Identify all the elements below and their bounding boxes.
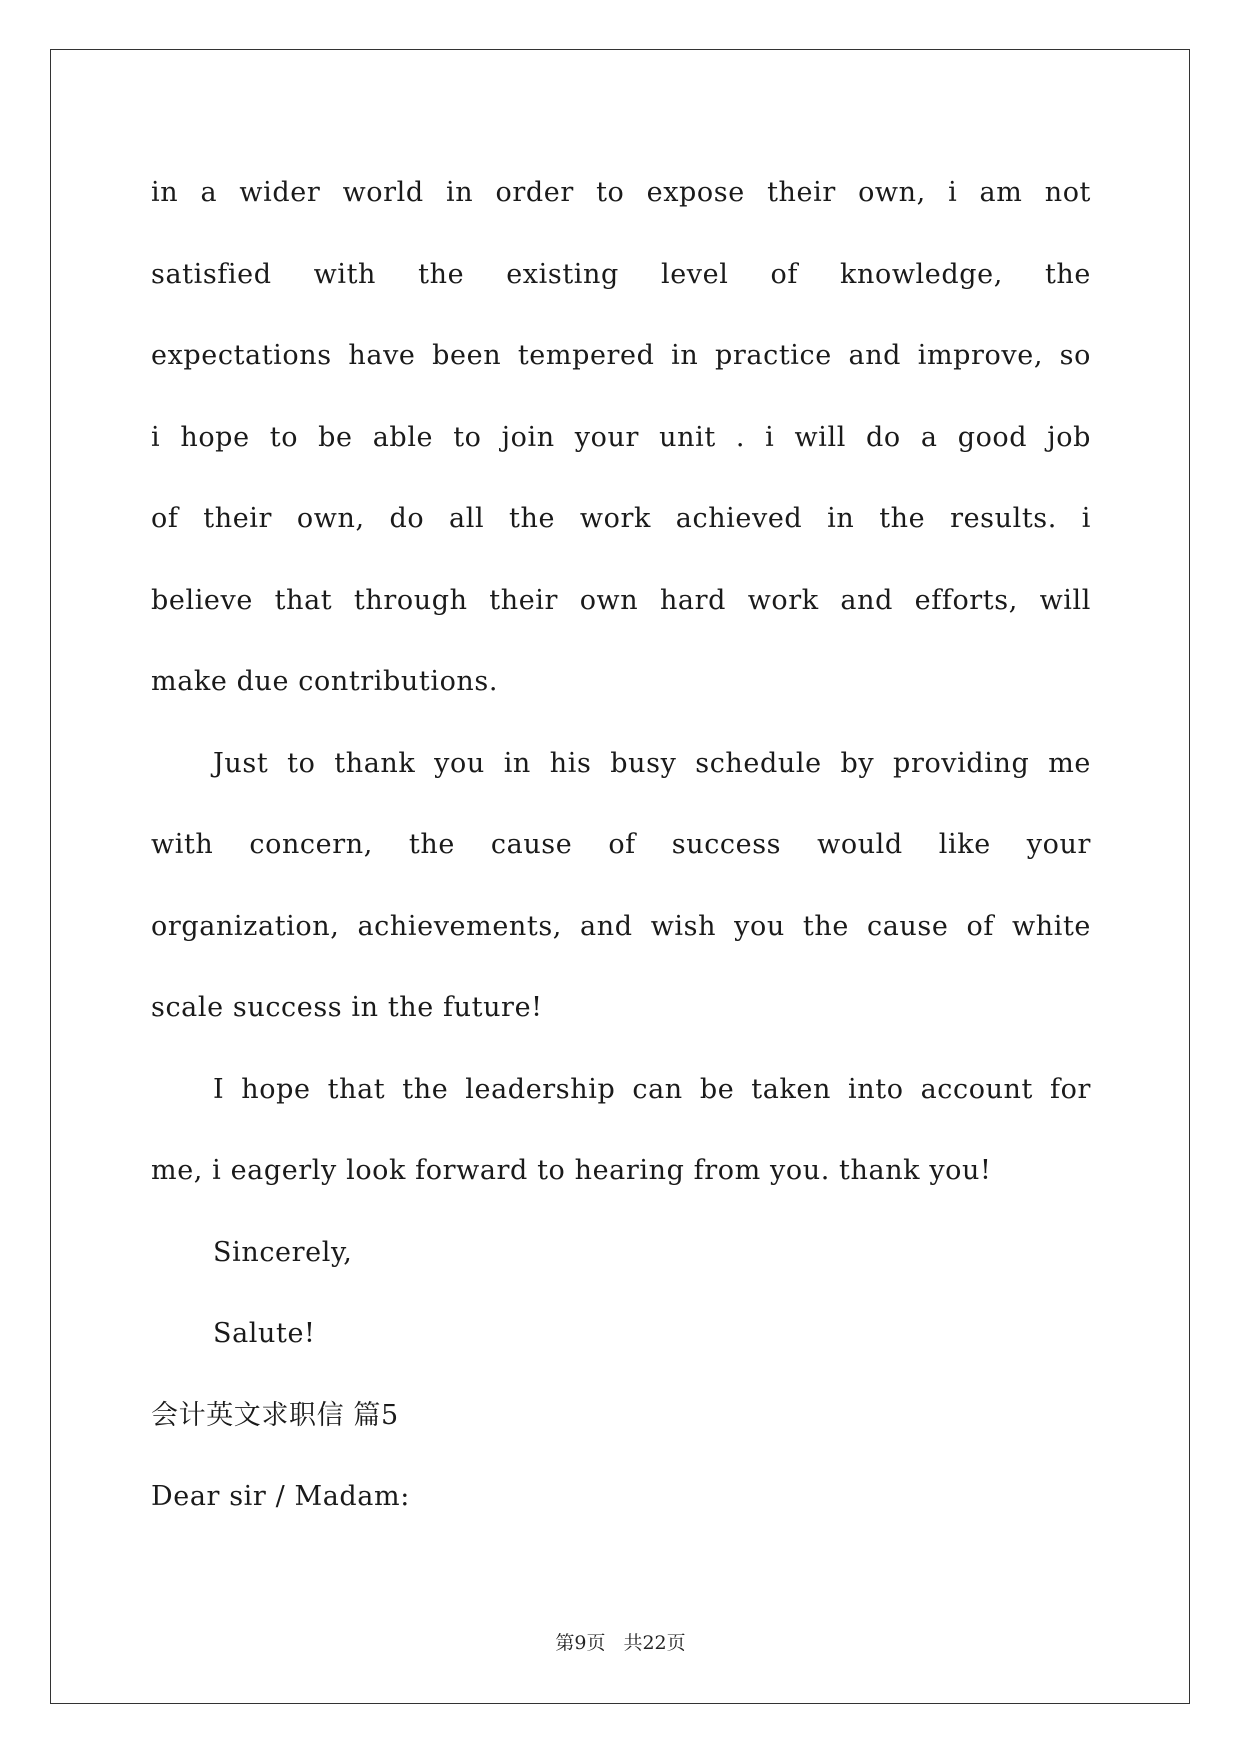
body-line: I hope that the leadership can be taken into account for [213,1073,1091,1105]
page-footer [0,1628,1241,1655]
body-line: of their own, do all the work achieved in the results. i [151,503,1091,534]
body-line: with concern, the cause of success would like your [151,829,1091,860]
body-line: me, i eagerly look forward to hearing from you. thank you! [151,1155,992,1186]
salutation: Dear sir / Madam: [151,1481,410,1512]
closing-sincerely: Sincerely, [213,1236,353,1268]
page-number: 第9页 [555,1632,606,1654]
body-line: make due contributions. [151,666,499,697]
body-line: satisfied with the existing level of knowledge, the [151,258,1091,290]
body-line: organization, achievements, and wish you the cause of white [151,910,1091,942]
document-body [151,152,1091,1538]
body-line: i hope to be able to join your unit . i will do a good job [151,421,1091,453]
body-line: in a wider world in order to expose their own, i am not [151,177,1091,208]
body-line: scale success in the future! [151,992,543,1023]
body-line: believe that through their own hard work and efforts, will [151,584,1091,616]
closing-salute: Salute! [213,1318,316,1349]
page-total: 共22页 [623,1632,686,1654]
body-line: expectations have been tempered in practice and improve, so [151,340,1091,371]
section-heading: 会计英文求职信 篇5 [151,1399,399,1431]
body-line: Just to thank you in his busy schedule by providing me [213,747,1091,779]
